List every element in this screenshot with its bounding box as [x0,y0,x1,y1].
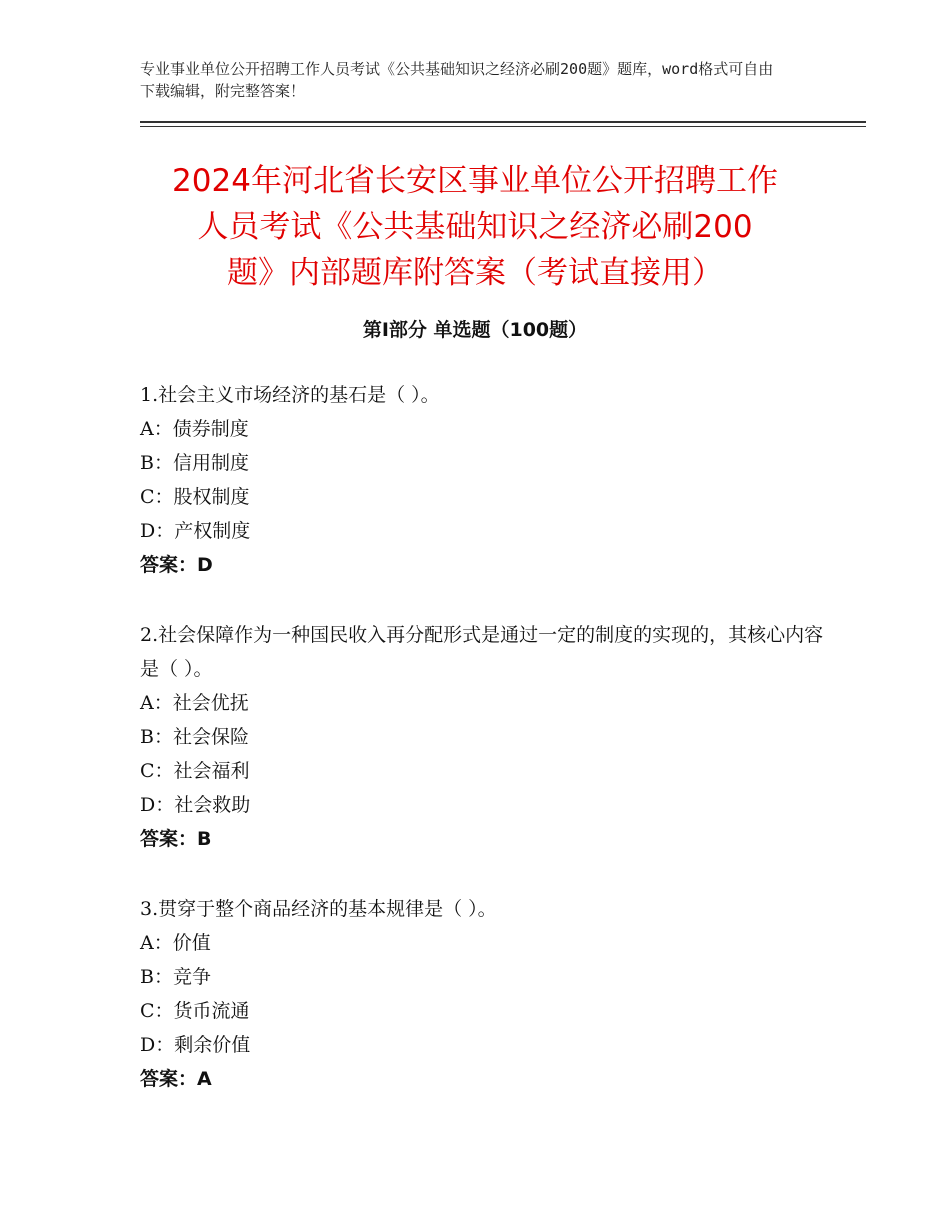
option-b: B：社会保险 [140,726,249,748]
option-a: A：社会优抚 [140,692,249,714]
header-rule-thick [140,121,866,123]
option-a: A：价值 [140,932,211,954]
answer: 答案：D [140,554,213,576]
option-b: B：信用制度 [140,452,249,474]
question-stem: 3.贯穿于整个商品经济的基本规律是（ ）。 [140,898,497,920]
option-c: C：货币流通 [140,1000,250,1022]
answer: 答案：B [140,828,212,850]
section-title: 第Ⅰ部分 单选题（100题） [362,319,588,341]
header-rule-thin [140,126,866,127]
answer: 答案：A [140,1068,212,1090]
question-1 [140,378,830,582]
option-c: C：股权制度 [140,486,250,508]
header-note: 专业事业单位公开招聘工作人员考试《公共基础知识之经济必刷200题》题库，word格式可自由下载编辑，附完整答案！ [140,60,774,100]
title-line: 2024年河北省长安区事业单位公开招聘工作 [172,163,778,199]
title-line: 人员考试《公共基础知识之经济必刷200 [197,209,753,245]
question-stem: 2.社会保障作为一种国民收入再分配形式是通过一定的制度的实现的，其核心内容是（ ）。 [140,624,824,680]
question-3 [140,892,830,1096]
option-a: A：债券制度 [140,418,249,440]
title-line: 题》内部题库附答案（考试直接用） [227,255,723,291]
option-d: D：社会救助 [140,794,251,816]
option-d: D：产权制度 [140,520,251,542]
question-list [140,378,830,1132]
question-stem: 1.社会主义市场经济的基石是（ ）。 [140,384,440,406]
option-c: C：社会福利 [140,760,250,782]
option-b: B：竞争 [140,966,211,988]
document-title [100,158,850,296]
option-d: D：剩余价值 [140,1034,251,1056]
question-2 [140,618,830,856]
